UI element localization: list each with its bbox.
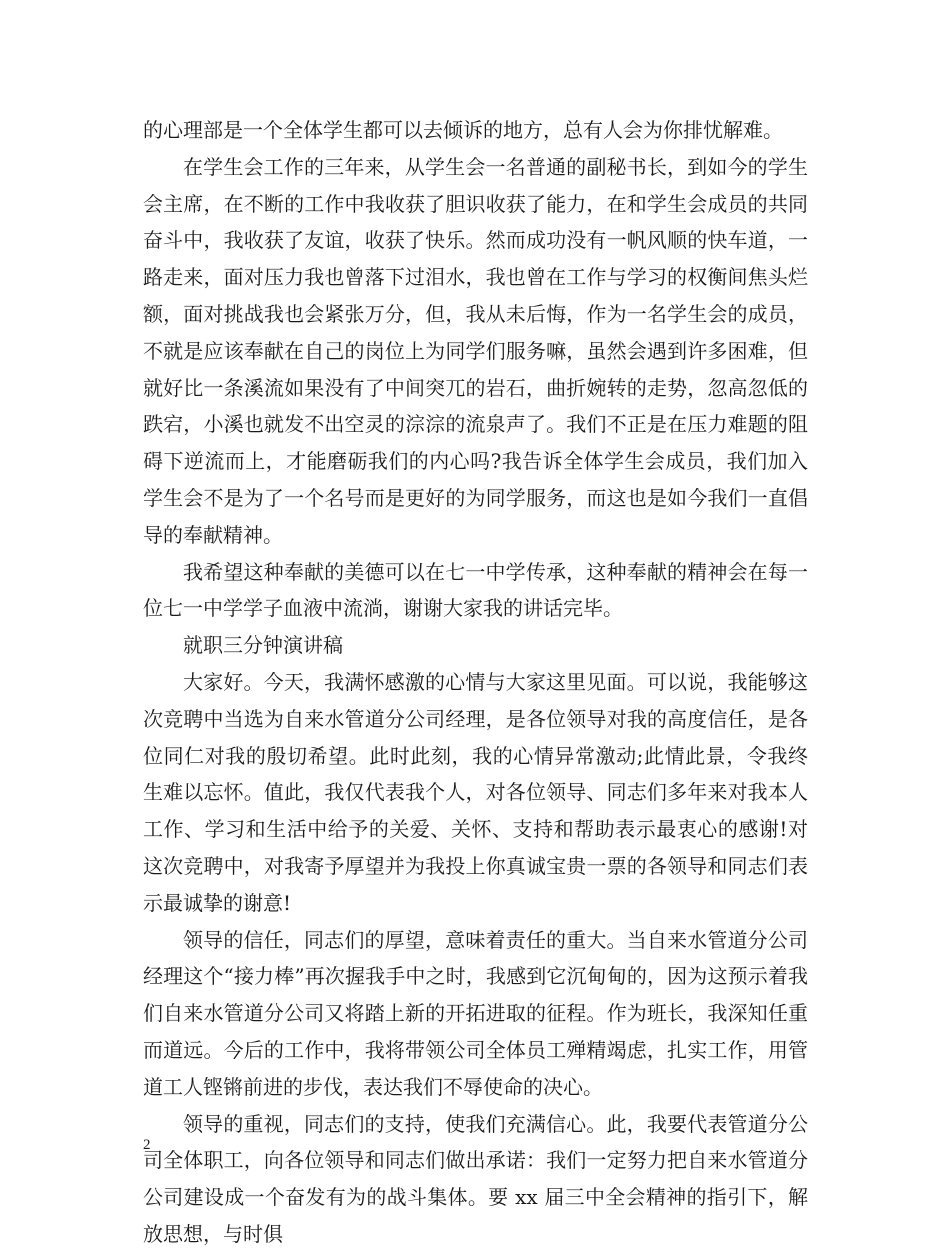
document-body: [143, 112, 808, 1253]
paragraph-continuation: 的心理部是一个全体学生都可以去倾诉的地方，总有人会为你排忧解难。: [143, 118, 783, 142]
section-heading: 就职三分钟演讲稿: [183, 633, 343, 658]
paragraph-student-union-work: 在学生会工作的三年来，从学生会一名普通的副秘书长，到如今的学生会主席，在不断的工作中我收获了胆识收获了能力，在和学生会成员的共同奋斗中，我收获了友谊，收获了快乐。然而成功没有一帆风顺的快车道，一路走来，面对压力我也曾落下过泪水，我也曾在工作与学习的权衡间焦头烂额，面对挑战我也会紧张万分，但，我从未后悔，作为一名学生会的成员，不就是应该奉献在自己的岗位上为同学们服务嘛，虽然会遇到许多困难，但就好比一条溪流如果没有了中间突兀的岩石，曲折婉转的走势，忽高忽低的跌宕，小溪也就发不出空灵的淙淙的流泉声了。我们不正是在压力难题的阻碍下逆流而上，才能磨砺我们的内心吗?我告诉全体学生会成员，我们加入学生会不是为了一个名号而是更好的为同学服务，而这也是如今我们一直倡导的奉献精神。: [143, 154, 808, 547]
paragraph-greeting: 大家好。今天，我满怀感激的心情与大家这里见面。可以说，我能够这次竞聘中当选为自来水管道分公司经理，是各位领导对我的高度信任，是各位同仁对我的殷切希望。此时此刻，我的心情异常激动;此情此景，令我终生难以忘怀。值此，我仅代表我个人，对各位领导、同志们多年来对我本人工作、学习和生活中给予的关爱、关怀、支持和帮助表示最衷心的感谢!对这次竞聘中，对我寄予厚望并为我投上你真诚宝贵一票的各领导和同志们表示最诚挚的谢意!: [143, 669, 808, 915]
paragraph-dedication-closing: 我希望这种奉献的美德可以在七一中学传承，这种奉献的精神会在每一位七一中学学子血液中流淌，谢谢大家我的讲话完毕。: [143, 559, 808, 621]
page-number: 2: [143, 1137, 151, 1153]
paragraph-leadership-trust: 领导的信任，同志们的厚望，意味着责任的重大。当自来水管道分公司经理这个“接力棒”再次握我手中之时，我感到它沉甸甸的，因为这预示着我们自来水管道分公司又将踏上新的开拓进取的征程。作为班长，我深知任重而道远。今后的工作中，我将带领公司全体员工殚精竭虑，扎实工作，用管道工人铿锵前进的步伐，表达我们不辱使命的决心。: [143, 927, 808, 1099]
paragraph-commitment: 领导的重视，同志们的支持，使我们充满信心。此，我要代表管道分公司全体职工，向各位领导和同志们做出承诺：我们一定努力把自来水管道分公司建设成一个奋发有为的战斗集体。要 xx 届三中全会精神的指引下，解放思想，与时俱: [143, 1111, 808, 1246]
